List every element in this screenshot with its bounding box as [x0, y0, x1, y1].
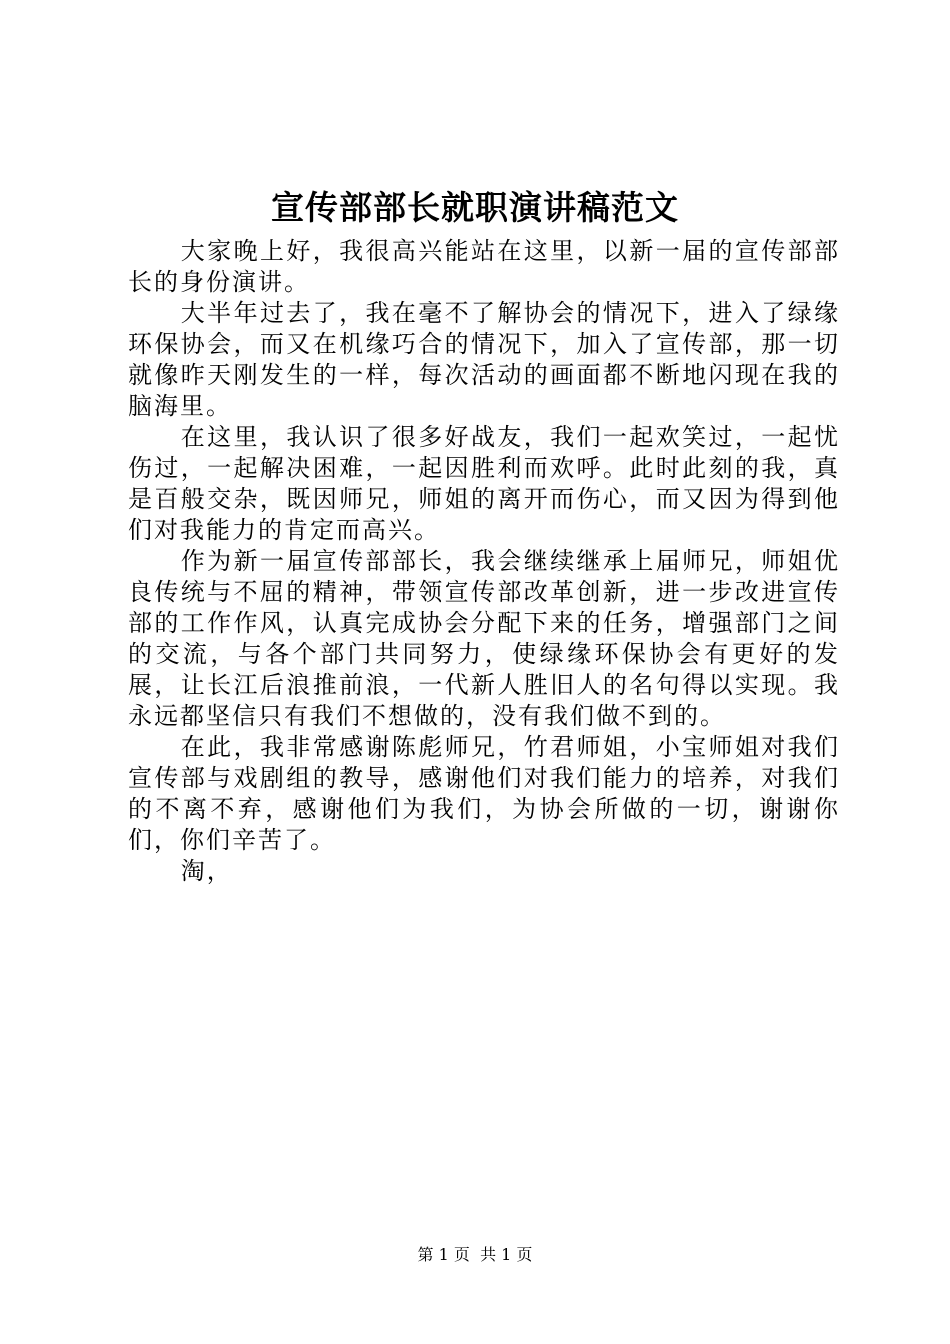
paragraph-thanks: 在此，我非常感谢陈彪师兄，竹君师姐，小宝师姐对我们宣传部与戏剧组的教导，感谢他们对我们能力的培养，对我们的不离不弃，感谢他们为我们，为协会所做的一切，谢谢你们，你们辛苦了。 — [128, 733, 840, 854]
paragraph-friends: 在这里，我认识了很多好战友，我们一起欢笑过，一起忧伤过，一起解决困难，一起因胜利而欢呼。此时此刻的我，真是百般交杂，既因师兄，师姐的离开而伤心，而又因为得到他们对我能力的肯定而高兴。 — [128, 423, 840, 544]
document-title: 宣传部部长就职演讲稿范文 — [271, 188, 679, 227]
page-number: 第 1 页 — [417, 1245, 470, 1264]
page-total: 共 1 页 — [480, 1245, 533, 1264]
paragraph-joining: 大半年过去了，我在毫不了解协会的情况下，进入了绿缘环保协会，而又在机缘巧合的情况下，加入了宣传部，那一切就像昨天刚发生的一样，每次活动的画面都不断地闪现在我的脑海里。 — [128, 299, 840, 420]
page-footer — [0, 1244, 950, 1266]
paragraph-closing: 淘， — [180, 857, 233, 885]
paragraph-commitment: 作为新一届宣传部部长，我会继续继承上届师兄，师姐优良传统与不屈的精神，带领宣传部改革创新，进一步改进宣传部的工作作风，认真完成协会分配下来的任务，增强部门之间的交流，与各个部门共同努力，使绿缘环保协会有更好的发展，让长江后浪推前浪，一代新人胜旧人的名句得以实现。我永远都坚信只有我们不想做的，没有我们做不到的。 — [128, 547, 840, 730]
paragraph-greeting: 大家晚上好，我很高兴能站在这里，以新一届的宣传部部长的身份演讲。 — [128, 237, 840, 296]
document-body — [128, 236, 840, 887]
